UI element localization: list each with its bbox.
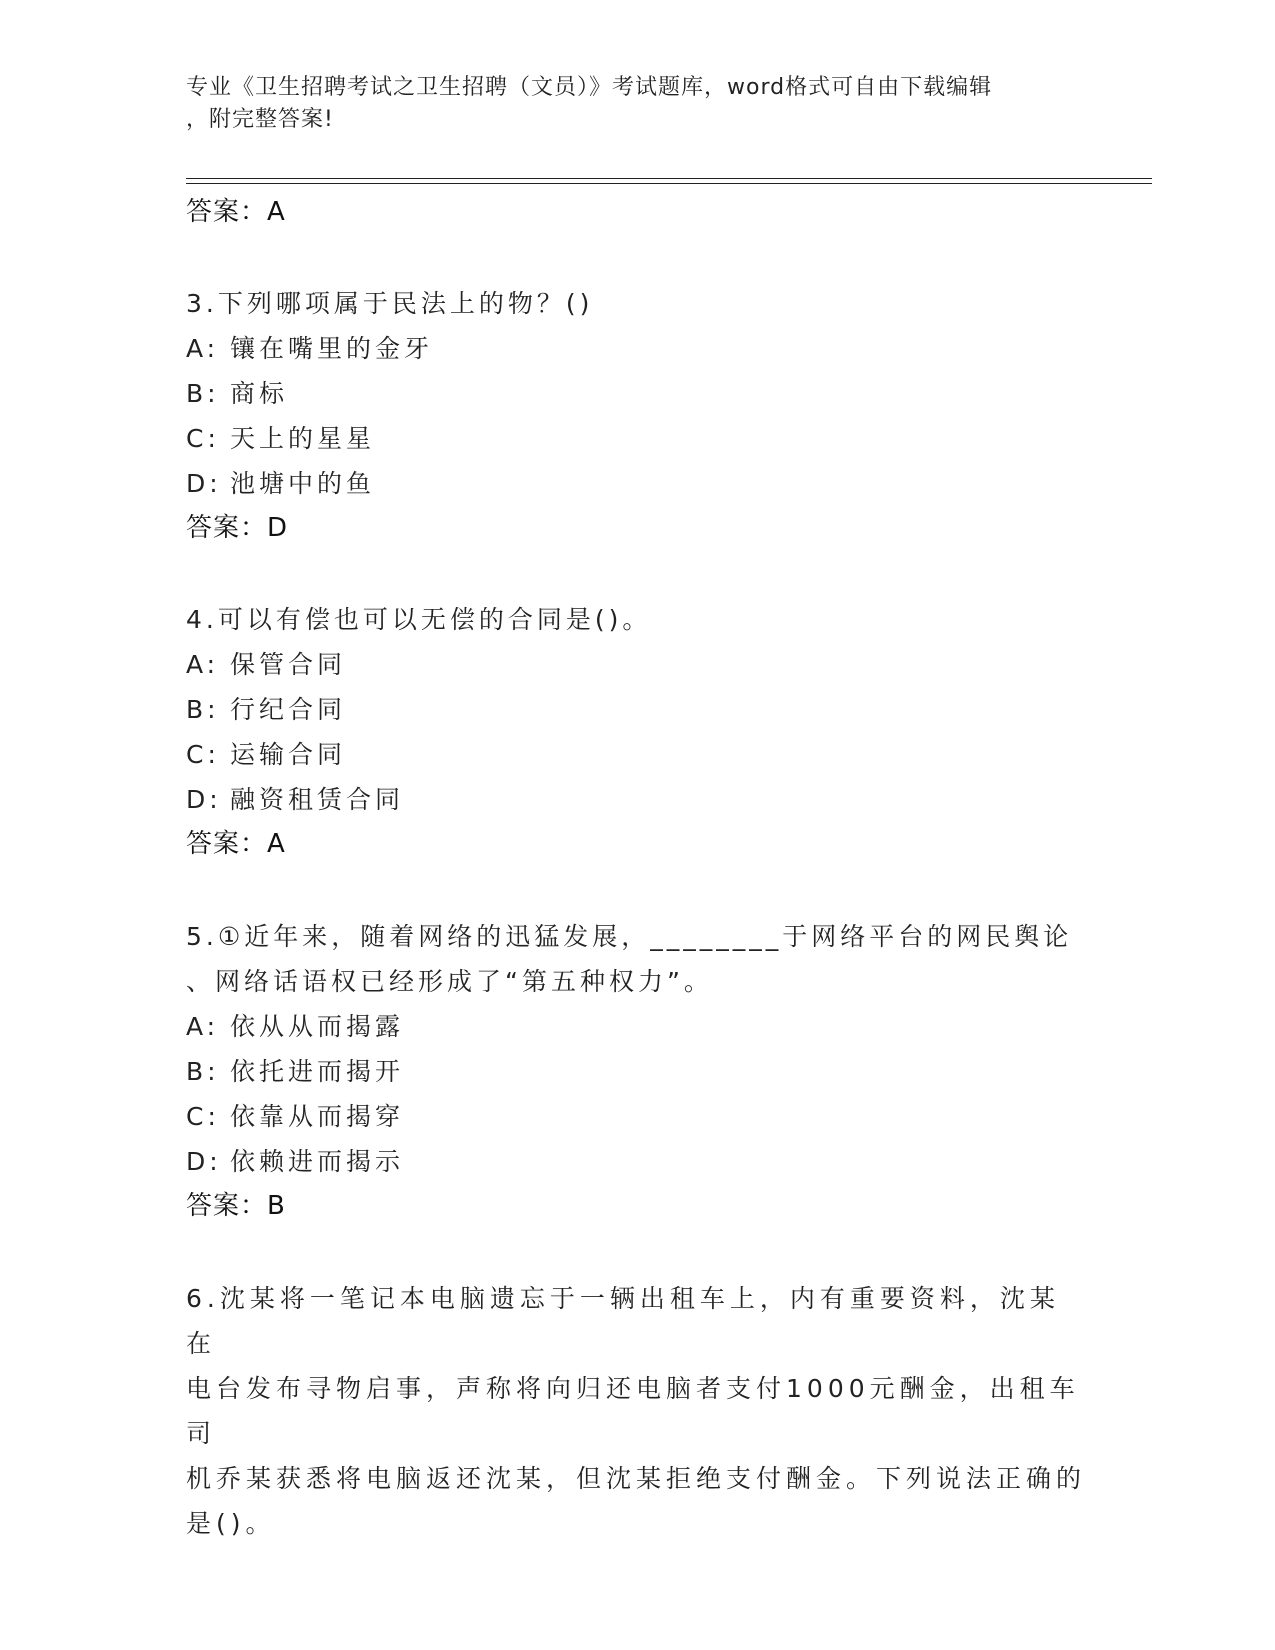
question-3-option-d (186, 461, 1086, 506)
question-4-option-a (186, 642, 1086, 687)
question-3-answer: 答案：D (186, 513, 289, 543)
answer-previous: 答案：A (186, 197, 286, 227)
option-key: C: (186, 424, 220, 453)
option-text: 池塘中的鱼 (230, 469, 376, 498)
option-key: A: (186, 650, 220, 679)
question-4-answer: 答案：A (186, 829, 286, 859)
question-5-title-line-2: 、网络话语权已经形成了“第五种权力”。 (186, 967, 713, 996)
question-3-option-b (186, 371, 1086, 416)
spacer (186, 234, 1086, 282)
option-text: 运输合同 (230, 740, 347, 769)
option-text: 依赖进而揭示 (230, 1147, 405, 1176)
option-text: 依托进而揭开 (230, 1057, 405, 1086)
option-text: 天上的星星 (230, 424, 376, 453)
question-5-option-b (186, 1049, 1086, 1094)
option-key: C: (186, 1102, 220, 1131)
question-5-option-c (186, 1094, 1086, 1139)
option-key: B: (186, 695, 220, 724)
option-key: B: (186, 1057, 220, 1086)
header-title-line-2: ，附完整答案! (186, 107, 334, 132)
header-divider-top (186, 178, 1152, 179)
option-text: 依靠从而揭穿 (230, 1102, 405, 1131)
option-key: A: (186, 1012, 220, 1041)
option-key: D: (186, 785, 222, 814)
option-key: B: (186, 379, 220, 408)
option-text: 保管合同 (230, 650, 347, 679)
option-text: 依从从而揭露 (230, 1012, 405, 1041)
question-6 (186, 1276, 1086, 1546)
option-key: D: (186, 469, 222, 498)
question-5-option-a (186, 1004, 1086, 1049)
spacer (186, 866, 1086, 914)
question-3-option-a (186, 326, 1086, 371)
option-text: 商标 (230, 379, 289, 408)
spacer (186, 550, 1086, 598)
header-title-line-1: 专业《卫生招聘考试之卫生招聘（文员）》考试题库，word格式可自由下载编辑 (186, 75, 993, 100)
option-text: 行纪合同 (230, 695, 347, 724)
question-3 (186, 282, 1086, 550)
question-4-title: 4.可以有偿也可以无偿的合同是()。 (186, 605, 652, 634)
question-6-line-4: 是()。 (186, 1509, 276, 1538)
question-4 (186, 598, 1086, 866)
option-key: C: (186, 740, 220, 769)
document-body (186, 190, 1086, 1546)
question-6-line-2: 电台发布寻物启事，声称将向归还电脑者支付1000元酬金，出租车司 (186, 1374, 1080, 1448)
document-header (186, 72, 1066, 136)
header-divider-bottom (186, 183, 1152, 184)
question-5-option-d (186, 1139, 1086, 1184)
option-key: D: (186, 1147, 222, 1176)
question-4-option-d (186, 777, 1086, 822)
question-3-title: 3.下列哪项属于民法上的物？() (186, 289, 594, 318)
question-3-option-c (186, 416, 1086, 461)
question-4-option-b (186, 687, 1086, 732)
option-text: 镶在嘴里的金牙 (230, 334, 434, 363)
option-key: A: (186, 334, 220, 363)
question-5 (186, 914, 1086, 1228)
question-4-option-c (186, 732, 1086, 777)
question-6-line-1: 6.沈某将一笔记本电脑遗忘于一辆出租车上，内有重要资料，沈某在 (186, 1284, 1060, 1358)
question-5-title-line-1: 5.①近年来，随着网络的迅猛发展，________于网络平台的网民舆论 (186, 922, 1073, 951)
question-5-answer: 答案：B (186, 1191, 286, 1221)
spacer (186, 1228, 1086, 1276)
option-text: 融资租赁合同 (230, 785, 405, 814)
question-6-line-3: 机乔某获悉将电脑返还沈某，但沈某拒绝支付酬金。下列说法正确的 (186, 1464, 1087, 1493)
